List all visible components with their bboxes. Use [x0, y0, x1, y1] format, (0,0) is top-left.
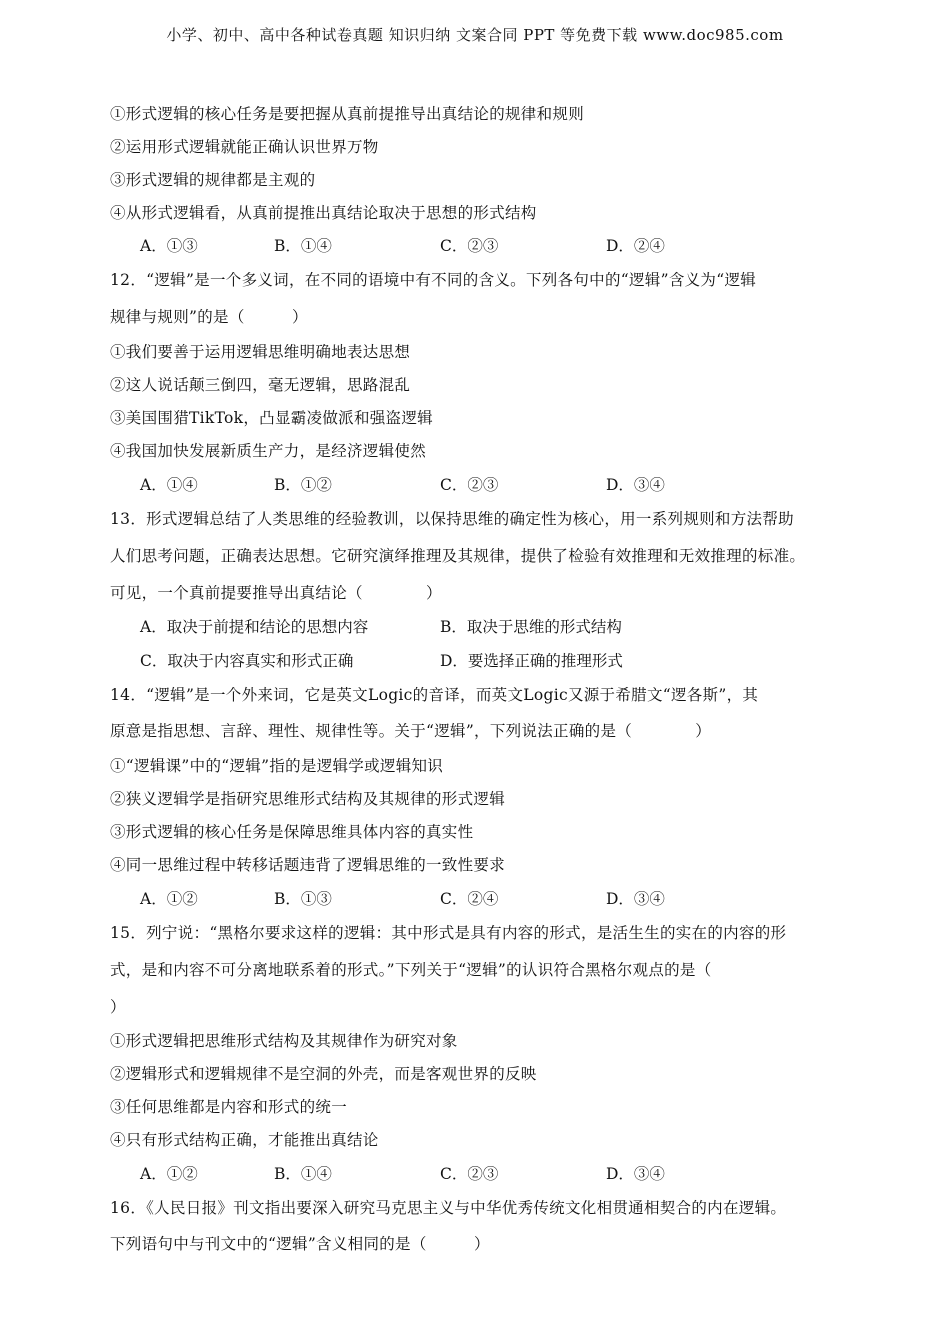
q14-stem-2: 原意是指思想、言辞、理性、规律性等。关于“逻辑”，下列说法正确的是（ ） [110, 722, 712, 740]
q13-option-b: B．取决于思维的形式结构 [440, 618, 622, 636]
q11-option-d: D．②④ [606, 237, 665, 255]
q11-item-4: ④从形式逻辑看，从真前提推出真结论取决于思想的形式结构 [110, 204, 537, 222]
q14-item-4: ④同一思维过程中转移话题违背了逻辑思维的一致性要求 [110, 856, 506, 874]
q13-stem-3: 可见，一个真前提要推导出真结论（ ） [110, 584, 442, 602]
q12-stem-1: 12．“逻辑”是一个多义词，在不同的语境中有不同的含义。下列各句中的“逻辑”含义为“逻辑 [110, 271, 757, 289]
q11-item-3: ③形式逻辑的规律都是主观的 [110, 171, 316, 189]
q15-option-c: C．②③ [440, 1165, 499, 1183]
q11-item-1: ①形式逻辑的核心任务是要把握从真前提推导出真结论的规律和规则 [110, 105, 585, 123]
q13-option-d: D．要选择正确的推理形式 [440, 652, 623, 670]
q15-item-1: ①形式逻辑把思维形式结构及其规律作为研究对象 [110, 1032, 458, 1050]
q13-stem-2: 人们思考问题，正确表达思想。它研究演绎推理及其规律，提供了检验有效推理和无效推理的标准。 [110, 547, 806, 565]
q14-item-3: ③形式逻辑的核心任务是保障思维具体内容的真实性 [110, 823, 474, 841]
q12-option-d: D．③④ [606, 476, 665, 494]
q13-option-a: A．取决于前提和结论的思想内容 [140, 618, 369, 636]
q15-item-4: ④只有形式结构正确，才能推出真结论 [110, 1131, 379, 1149]
q15-item-3: ③任何思维都是内容和形式的统一 [110, 1098, 348, 1116]
q13-stem-1: 13．形式逻辑总结了人类思维的经验教训，以保持思维的确定性为核心，用一系列规则和方法帮助 [110, 510, 794, 528]
page-header: 小学、初中、高中各种试卷真题 知识归纳 文案合同 PPT 等免费下载 www.doc985.com [166, 26, 784, 44]
q15-stem-3: ） [110, 998, 126, 1016]
q14-item-2: ②狭义逻辑学是指研究思维形式结构及其规律的形式逻辑 [110, 790, 506, 808]
q14-option-a: A．①② [140, 890, 198, 908]
q15-stem-1: 15．列宁说：“黑格尔要求这样的逻辑：其中形式是具有内容的形式，是活生生的实在的内容的形 [110, 924, 787, 942]
q12-option-b: B．①② [274, 476, 332, 494]
q14-item-1: ①“逻辑课”中的“逻辑”指的是逻辑学或逻辑知识 [110, 757, 444, 775]
q11-option-c: C．②③ [440, 237, 499, 255]
q12-option-a: A．①④ [140, 476, 198, 494]
q13-option-c: C．取决于内容真实和形式正确 [140, 652, 354, 670]
q11-option-b: B．①④ [274, 237, 332, 255]
q14-option-c: C．②④ [440, 890, 499, 908]
q11-item-2: ②运用形式逻辑就能正确认识世界万物 [110, 138, 379, 156]
q16-stem-2: 下列语句中与刊文中的“逻辑”含义相同的是（ ） [110, 1235, 490, 1253]
q12-item-3: ③美国围猎TikTok，凸显霸凌做派和强盗逻辑 [110, 409, 433, 427]
q12-option-c: C．②③ [440, 476, 499, 494]
q12-stem-2: 规律与规则”的是（ ） [110, 308, 308, 326]
q15-item-2: ②逻辑形式和逻辑规律不是空洞的外壳，而是客观世界的反映 [110, 1065, 537, 1083]
q12-item-2: ②这人说话颠三倒四，毫无逻辑，思路混乱 [110, 376, 411, 394]
q14-option-b: B．①③ [274, 890, 332, 908]
q15-option-d: D．③④ [606, 1165, 665, 1183]
q11-option-a: A．①③ [140, 237, 198, 255]
q14-option-d: D．③④ [606, 890, 665, 908]
q15-stem-2: 式，是和内容不可分离地联系着的形式。”下列关于“逻辑”的认识符合黑格尔观点的是（ [110, 961, 712, 979]
q12-item-1: ①我们要善于运用逻辑思维明确地表达思想 [110, 343, 411, 361]
q12-item-4: ④我国加快发展新质生产力，是经济逻辑使然 [110, 442, 427, 460]
q15-option-b: B．①④ [274, 1165, 332, 1183]
q15-option-a: A．①② [140, 1165, 198, 1183]
q16-stem-1: 16．《人民日报》刊文指出要深入研究马克思主义与中华优秀传统文化相贯通相契合的内在逻辑。 [110, 1199, 787, 1217]
q14-stem-1: 14．“逻辑”是一个外来词，它是英文Logic的音译，而英文Logic又源于希腊文“逻各斯”，其 [110, 686, 759, 704]
